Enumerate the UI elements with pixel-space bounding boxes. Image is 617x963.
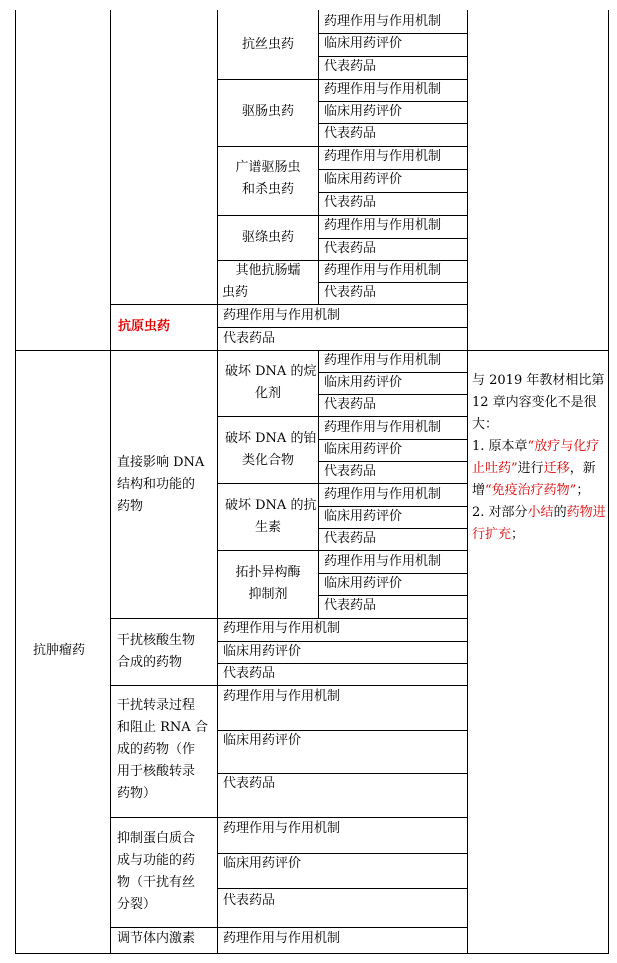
item-drugs: 代表药品 [324,531,377,546]
group-transcription-5: 药物） [117,786,157,801]
item-pharm: 药理作用与作用机制 [223,931,341,946]
column-divider-notes [467,10,468,954]
notes-text: 1. 原本章 [472,439,528,454]
group-protein-2: 成与功能的药 [117,853,196,868]
section-divider [15,350,609,351]
column-divider-3b [318,350,319,618]
notes-highlight: 迁移 [543,461,570,476]
subgroup-alkylating-1: 破坏 DNA 的烷 [225,364,317,379]
group-protein-3: 物（干扰有丝 [117,875,196,890]
subgroup-platinum-1: 破坏 DNA 的铂 [225,431,317,446]
item-drugs: 代表药品 [324,397,377,412]
item-pharm: 药理作用与作用机制 [324,14,442,29]
item-drugs: 代表药品 [223,331,276,346]
table-border-left [15,10,16,954]
subcategory-intestinal: 驱肠虫药 [241,104,294,119]
item-clinical: 临床用药评价 [324,442,403,457]
item-drugs: 代表药品 [223,666,276,681]
notes-text: 与 2019 年教材相比第 12 章内容变化不是很大： [472,373,605,432]
notes-text: ，新增 [472,461,596,498]
notes-highlight: “放疗与化疗止吐药” [472,439,600,476]
table-border-bottom [15,953,609,954]
subgroup-alkylating-2: 化剂 [254,386,281,401]
item-drugs: 代表药品 [324,126,377,141]
group-hormone: 调节体内激素 [117,931,196,946]
item-pharm: 药理作用与作用机制 [324,218,442,233]
notes-text: ； [576,483,590,498]
group-nucleic-1: 干扰核酸生物 [117,633,196,648]
group-transcription-4: 用于核酸转录 [117,764,196,779]
category-antiprotozoal: 抗原虫药 [118,319,171,334]
subcategory-other-1: 其他抗肠蠕 [235,263,301,278]
notes-text: 进行 [517,461,544,476]
table-border-right [608,10,609,954]
notes-highlight: “免疫治疗药物” [485,483,577,498]
item-drugs: 代表药品 [324,285,377,300]
subgroup-antibiotic-2: 生素 [254,520,281,535]
item-clinical: 临床用药评价 [324,375,403,390]
item-pharm: 药理作用与作用机制 [223,689,341,704]
group-nucleic-2: 合成的药物 [117,655,183,670]
item-clinical: 临床用药评价 [324,104,403,119]
change-notes [472,370,608,546]
group-transcription-1: 干扰转录过程 [117,698,196,713]
notes-paragraph-1 [472,370,608,436]
item-pharm: 药理作用与作用机制 [324,82,442,97]
item-pharm: 药理作用与作用机制 [324,487,442,502]
notes-text: 的 [553,505,567,520]
item-pharm: 药理作用与作用机制 [324,149,442,164]
item-clinical: 临床用药评价 [223,856,302,871]
item-drugs: 代表药品 [324,464,377,479]
subcategory-broad-2: 和杀虫药 [241,182,294,197]
notes-paragraph-3 [472,502,608,546]
item-clinical: 临床用药评价 [223,644,302,659]
group-dna-2: 结构和功能的 [117,477,196,492]
row-rule [217,888,468,889]
item-pharm: 药理作用与作用机制 [324,263,442,278]
subgroup-topo-2: 抑制剂 [248,587,288,602]
column-divider-2 [217,10,218,954]
group-transcription-2: 和阻止 RNA 合 [117,720,208,735]
subcategory-antifilarial: 抗丝虫药 [241,37,294,52]
category-antitumor: 抗肿瘤药 [33,643,86,658]
item-drugs: 代表药品 [223,893,276,908]
notes-highlight: 药物进行扩充 [472,505,606,542]
notes-paragraph-2 [472,436,608,502]
item-clinical: 临床用药评价 [324,509,403,524]
item-pharm: 药理作用与作用机制 [223,308,341,323]
group-protein-4: 分裂） [117,897,157,912]
item-drugs: 代表药品 [324,195,377,210]
item-pharm: 药理作用与作用机制 [324,420,442,435]
item-clinical: 临床用药评价 [223,733,302,748]
subgroup-antibiotic-1: 破坏 DNA 的抗 [225,498,317,513]
group-protein-1: 抑制蛋白质合 [117,831,196,846]
subcategory-pinworm: 驱绦虫药 [241,230,294,245]
item-drugs: 代表药品 [324,241,377,256]
column-divider-1 [110,10,111,954]
item-pharm: 药理作用与作用机制 [324,353,442,368]
item-drugs: 代表药品 [324,598,377,613]
subcategory-other-2: 虫药 [222,285,249,300]
item-pharm: 药理作用与作用机制 [223,821,341,836]
notes-text: ； [511,527,525,542]
item-clinical: 临床用药评价 [324,576,403,591]
item-drugs: 代表药品 [223,776,276,791]
subgroup-platinum-2: 类化合物 [241,453,294,468]
subgroup-topo-1: 拓扑异构酶 [235,565,301,580]
subcategory-broad-1: 广谱驱肠虫 [235,160,301,175]
item-drugs: 代表药品 [324,59,377,74]
item-pharm: 药理作用与作用机制 [324,554,442,569]
notes-text: 2. 对部分 [472,505,528,520]
item-clinical: 临床用药评价 [324,36,403,51]
item-clinical: 临床用药评价 [324,172,403,187]
group-dna-1: 直接影响 DNA [117,455,205,470]
group-dna-3: 药物 [117,499,144,514]
item-pharm: 药理作用与作用机制 [223,621,341,636]
group-transcription-3: 成的药物（作 [117,742,196,757]
notes-highlight: 小结 [527,505,554,520]
